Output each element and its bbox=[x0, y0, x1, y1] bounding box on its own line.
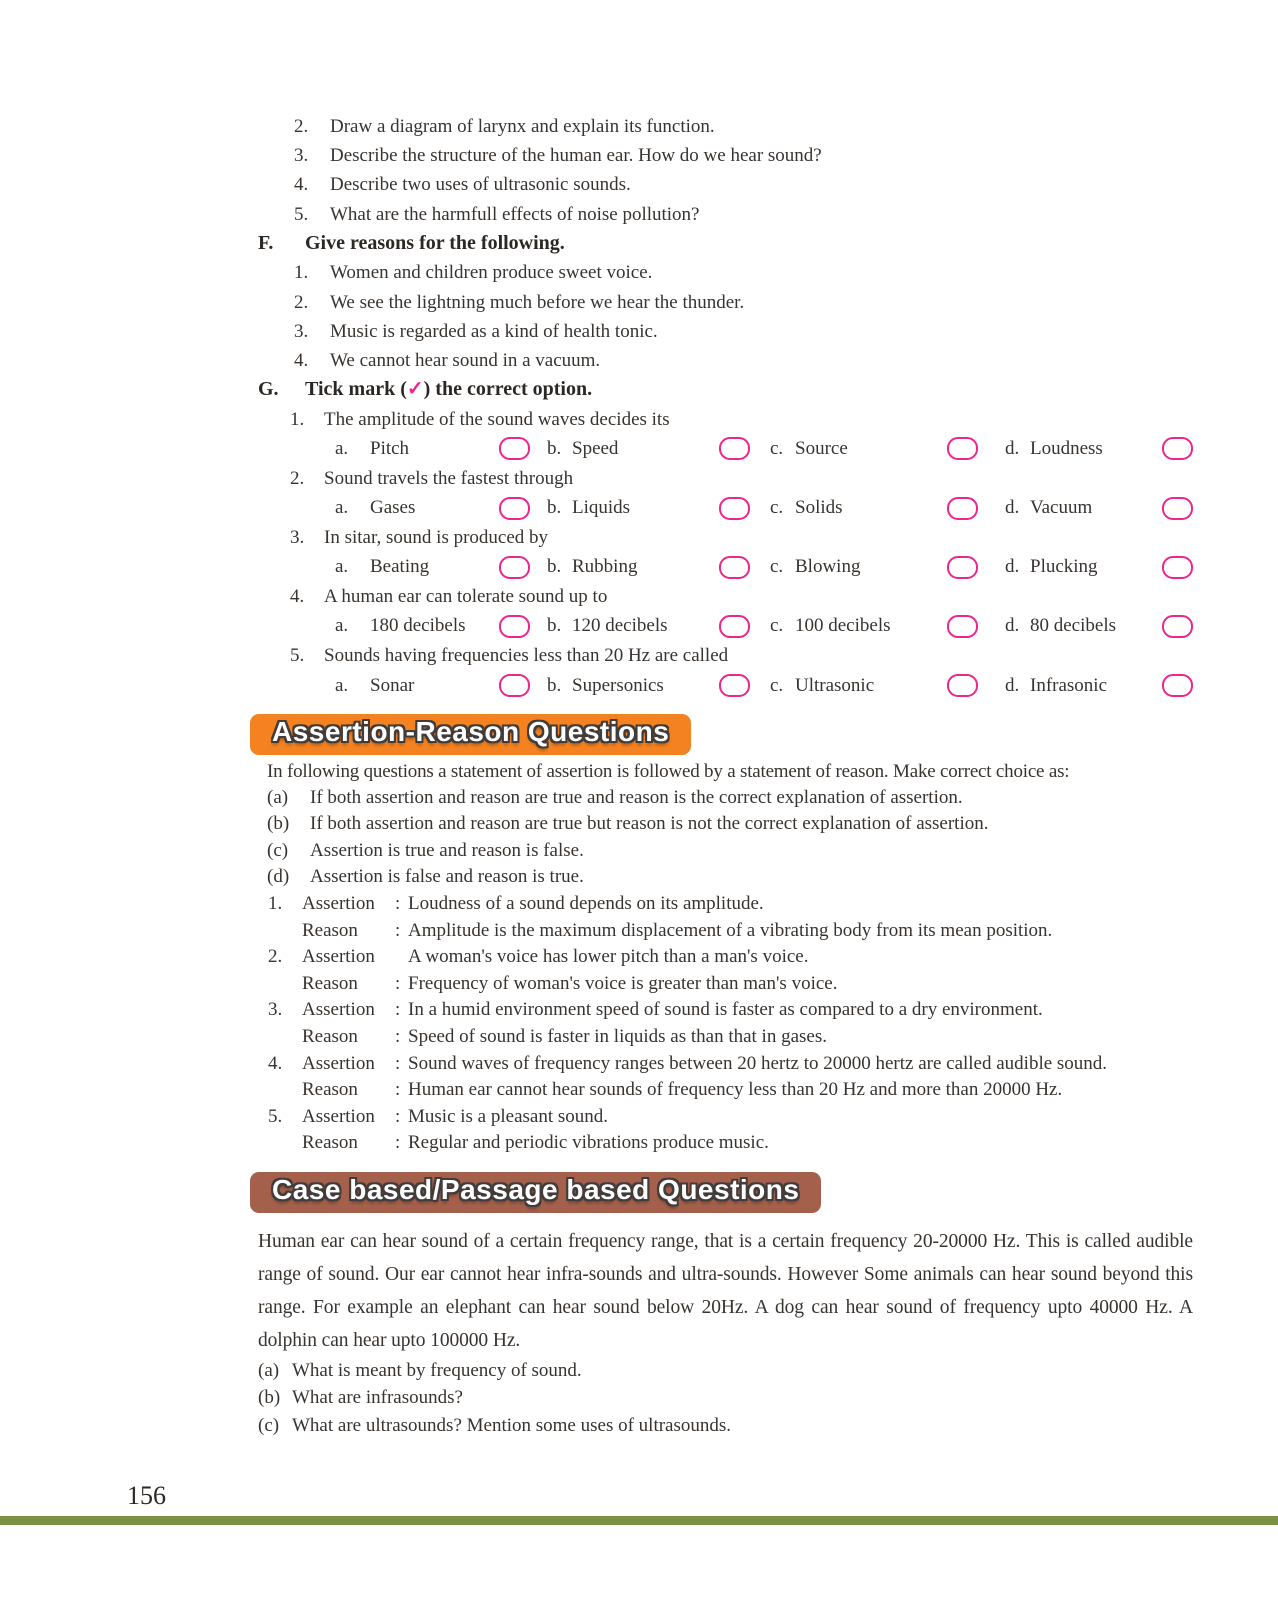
option-text: Sonar bbox=[370, 674, 415, 696]
choice-label: (a) bbox=[267, 786, 289, 808]
assertion-row bbox=[258, 1104, 1193, 1131]
row-label: Reason bbox=[302, 1079, 358, 1101]
mcq-option bbox=[335, 615, 547, 638]
assertion-row bbox=[258, 1051, 1193, 1078]
case-based-banner: Case based/Passage based Questions bbox=[250, 1172, 821, 1213]
option-text: Gases bbox=[370, 497, 416, 519]
option-text: 180 decibels bbox=[370, 615, 466, 637]
question-text: What are infrasounds? bbox=[292, 1387, 463, 1409]
item-number: 1. bbox=[268, 893, 283, 915]
mcq-option bbox=[770, 615, 1005, 638]
section-g bbox=[258, 375, 1193, 701]
row-text: Sound waves of frequency ranges between 20 hertz to 20000 hertz are called audible sound. bbox=[408, 1052, 1108, 1074]
item-number: 4. bbox=[294, 349, 309, 371]
option-label: a. bbox=[335, 556, 349, 578]
mcq-option bbox=[547, 615, 770, 638]
mcq-option bbox=[770, 497, 1005, 520]
mcq-option bbox=[1005, 615, 1193, 638]
item-number bbox=[258, 1024, 302, 1051]
section-g-heading bbox=[258, 375, 1193, 405]
item-number: 4. bbox=[268, 1052, 283, 1074]
row-colon: : bbox=[395, 1025, 401, 1047]
section-letter: F. bbox=[258, 231, 274, 254]
row-colon bbox=[395, 944, 408, 971]
row-text: Regular and periodic vibrations produce music. bbox=[408, 1132, 769, 1154]
option-text: Liquids bbox=[572, 497, 631, 519]
mcq-option bbox=[770, 437, 1005, 460]
page-content bbox=[258, 112, 1193, 1439]
choice-label: (c) bbox=[267, 839, 289, 861]
option-label: c. bbox=[770, 615, 784, 637]
mcq-option bbox=[547, 674, 770, 697]
item-number: 5. bbox=[294, 203, 309, 225]
row-text: Speed of sound is faster in liquids as than that in gases. bbox=[408, 1025, 827, 1047]
assertion-row bbox=[258, 944, 1193, 971]
list-item bbox=[294, 317, 1193, 346]
answer-oval[interactable] bbox=[499, 615, 530, 638]
row-colon: : bbox=[395, 1079, 401, 1101]
assertion-reason-banner: Assertion-Reason Questions bbox=[250, 714, 691, 755]
option-text: Pitch bbox=[370, 437, 410, 459]
item-text: Describe the structure of the human ear. How do we hear sound? bbox=[330, 145, 822, 167]
list-item bbox=[294, 112, 1193, 141]
mcq-option bbox=[547, 437, 770, 460]
row-text: Human ear cannot hear sounds of frequency less than 20 Hz and more than 20000 Hz. bbox=[408, 1079, 1063, 1101]
answer-oval[interactable] bbox=[947, 497, 978, 520]
question-number: 2. bbox=[290, 467, 305, 489]
choice-text: Assertion is false and reason is true. bbox=[310, 866, 584, 888]
item-number bbox=[258, 1077, 302, 1104]
option-label: d. bbox=[1005, 497, 1020, 519]
answer-oval[interactable] bbox=[1162, 615, 1193, 638]
section-letter: G. bbox=[258, 378, 279, 401]
mcq-question bbox=[258, 405, 1193, 464]
row-colon: : bbox=[395, 999, 401, 1021]
question-label: (c) bbox=[258, 1414, 280, 1436]
choice-text: Assertion is true and reason is false. bbox=[310, 839, 584, 861]
option-label: d. bbox=[1005, 615, 1020, 637]
option-text: Plucking bbox=[1030, 556, 1098, 578]
choice-row bbox=[267, 838, 1193, 865]
row-label: Assertion bbox=[302, 893, 375, 915]
item-number: 2. bbox=[268, 946, 283, 968]
option-label: b. bbox=[547, 437, 562, 459]
row-label: Reason bbox=[302, 972, 358, 994]
assertion-reason-section bbox=[258, 701, 1193, 1157]
row-colon: : bbox=[395, 1105, 401, 1127]
reason-row bbox=[258, 918, 1193, 945]
footer-rule bbox=[0, 1516, 1278, 1525]
reason-row bbox=[258, 1024, 1193, 1051]
choice-label: (b) bbox=[267, 813, 290, 835]
answer-oval[interactable] bbox=[719, 437, 750, 460]
option-label: b. bbox=[547, 556, 562, 578]
answer-oval[interactable] bbox=[719, 674, 750, 697]
question-label: (a) bbox=[258, 1359, 280, 1381]
item-number: 5. bbox=[268, 1105, 283, 1127]
answer-oval[interactable] bbox=[947, 674, 978, 697]
row-label: Assertion bbox=[302, 999, 375, 1021]
answer-oval[interactable] bbox=[499, 497, 530, 520]
choice-row bbox=[267, 864, 1193, 891]
assertion-intro: In following questions a statement of assertion is followed by a statement of reason. Make correct choice as: bbox=[267, 760, 1070, 782]
section-title: Give reasons for the following. bbox=[305, 231, 565, 254]
mcq-question bbox=[258, 464, 1193, 523]
row-label: Assertion bbox=[302, 1105, 375, 1127]
choice-label: (d) bbox=[267, 866, 290, 888]
mcq-option bbox=[335, 497, 547, 520]
item-number bbox=[258, 918, 302, 945]
option-label: a. bbox=[335, 497, 349, 519]
option-text: Ultrasonic bbox=[795, 674, 875, 696]
answer-oval[interactable] bbox=[1162, 556, 1193, 579]
item-number: 3. bbox=[294, 320, 309, 342]
answer-oval[interactable] bbox=[719, 556, 750, 579]
answer-oval[interactable] bbox=[947, 615, 978, 638]
question-text: What are ultrasounds? Mention some uses of ultrasounds. bbox=[292, 1414, 732, 1436]
question-label: (b) bbox=[258, 1387, 281, 1409]
row-label: Assertion bbox=[302, 946, 375, 968]
item-number: 2. bbox=[294, 291, 309, 313]
list-item bbox=[294, 288, 1193, 317]
question-text: In sitar, sound is produced by bbox=[324, 527, 549, 549]
item-text: We see the lightning much before we hear the thunder. bbox=[330, 291, 745, 313]
answer-oval[interactable] bbox=[1162, 437, 1193, 460]
row-colon: : bbox=[395, 972, 401, 994]
reason-row bbox=[258, 1130, 1193, 1157]
question-text: What is meant by frequency of sound. bbox=[292, 1359, 582, 1381]
item-number bbox=[258, 1130, 302, 1157]
list-item bbox=[294, 346, 1193, 375]
answer-oval[interactable] bbox=[719, 615, 750, 638]
question-number: 3. bbox=[290, 527, 305, 549]
row-colon: : bbox=[395, 919, 401, 941]
option-text: Loudness bbox=[1030, 437, 1103, 459]
mcq-option bbox=[1005, 437, 1193, 460]
row-text: In a humid environment speed of sound is faster as compared to a dry environment. bbox=[408, 999, 1043, 1021]
option-text: Supersonics bbox=[572, 674, 664, 696]
option-text: Speed bbox=[572, 437, 619, 459]
option-label: c. bbox=[770, 437, 784, 459]
item-text: Music is regarded as a kind of health tonic. bbox=[330, 320, 658, 342]
item-text: What are the harmfull effects of noise pollution? bbox=[330, 203, 700, 225]
question-text: A human ear can tolerate sound up to bbox=[324, 586, 608, 608]
item-number: 3. bbox=[294, 145, 309, 167]
tick-mark-icon: ✓ bbox=[406, 378, 424, 401]
list-item bbox=[294, 258, 1193, 287]
question-text: Sound travels the fastest through bbox=[324, 467, 574, 489]
option-label: a. bbox=[335, 674, 349, 696]
mcq-option bbox=[335, 437, 547, 460]
row-label: Reason bbox=[302, 1132, 358, 1154]
mcq-option bbox=[1005, 556, 1193, 579]
option-label: d. bbox=[1005, 674, 1020, 696]
mcq-question bbox=[258, 641, 1193, 700]
assertion-row bbox=[258, 891, 1193, 918]
mcq-question bbox=[258, 582, 1193, 641]
option-text: Rubbing bbox=[572, 556, 638, 578]
row-text: Music is a pleasant sound. bbox=[408, 1105, 609, 1127]
mcq-option bbox=[335, 556, 547, 579]
mcq-option bbox=[770, 556, 1005, 579]
item-text: We cannot hear sound in a vacuum. bbox=[330, 349, 601, 371]
page-number: 156 bbox=[127, 1481, 166, 1510]
item-number: 4. bbox=[294, 174, 309, 196]
mcq-option bbox=[770, 674, 1005, 697]
row-colon: : bbox=[395, 1052, 401, 1074]
item-text: Draw a diagram of larynx and explain its function. bbox=[330, 116, 715, 137]
option-text: Vacuum bbox=[1030, 497, 1093, 519]
passage-question bbox=[258, 1384, 1193, 1412]
choice-row bbox=[267, 785, 1193, 812]
mcq-option bbox=[335, 674, 547, 697]
answer-oval[interactable] bbox=[499, 437, 530, 460]
reason-row bbox=[258, 1077, 1193, 1104]
answer-oval[interactable] bbox=[947, 556, 978, 579]
reason-row bbox=[258, 971, 1193, 998]
mcq-question bbox=[258, 523, 1193, 582]
option-text: Infrasonic bbox=[1030, 674, 1108, 696]
row-text: Loudness of a sound depends on its amplitude. bbox=[408, 893, 764, 915]
option-label: b. bbox=[547, 497, 562, 519]
answer-oval[interactable] bbox=[1162, 674, 1193, 697]
option-label: d. bbox=[1005, 556, 1020, 578]
list-item bbox=[294, 200, 1193, 229]
option-text: 100 decibels bbox=[795, 615, 891, 637]
question-number: 4. bbox=[290, 586, 305, 608]
mcq-option bbox=[547, 556, 770, 579]
option-text: Source bbox=[795, 437, 848, 459]
item-number: 2. bbox=[294, 116, 309, 137]
option-label: b. bbox=[547, 615, 562, 637]
row-text: A woman's voice has lower pitch than a man's voice. bbox=[408, 946, 809, 968]
mcq-option bbox=[547, 497, 770, 520]
question-text: The amplitude of the sound waves decides its bbox=[324, 408, 670, 430]
choice-text: If both assertion and reason are true but reason is not the correct explanation of assertion. bbox=[310, 813, 989, 835]
option-label: a. bbox=[335, 437, 349, 459]
answer-oval[interactable] bbox=[499, 674, 530, 697]
mcq-option bbox=[1005, 497, 1193, 520]
option-label: d. bbox=[1005, 437, 1020, 459]
row-label: Reason bbox=[302, 919, 358, 941]
option-label: c. bbox=[770, 674, 784, 696]
answer-oval[interactable] bbox=[719, 497, 750, 520]
passage-question bbox=[258, 1357, 1193, 1385]
section-f bbox=[258, 229, 1193, 375]
question-number: 5. bbox=[290, 645, 305, 667]
answer-oval[interactable] bbox=[499, 556, 530, 579]
case-based-section bbox=[258, 1157, 1193, 1440]
option-text: 120 decibels bbox=[572, 615, 668, 637]
assertion-row bbox=[258, 997, 1193, 1024]
row-colon: : bbox=[395, 1132, 401, 1154]
choice-text: If both assertion and reason are true and reason is the correct explanation of assertion. bbox=[310, 786, 963, 808]
row-label: Assertion bbox=[302, 1052, 375, 1074]
section-title: Tick mark (✓) the correct option. bbox=[305, 378, 593, 401]
option-text: Blowing bbox=[795, 556, 861, 578]
question-text: Sounds having frequencies less than 20 Hz are called bbox=[324, 645, 729, 667]
section-f-heading bbox=[258, 229, 1193, 259]
option-text: 80 decibels bbox=[1030, 615, 1117, 637]
row-colon: : bbox=[395, 893, 401, 915]
item-number: 1. bbox=[294, 262, 309, 284]
item-number bbox=[258, 971, 302, 998]
option-label: c. bbox=[770, 556, 784, 578]
row-text: Amplitude is the maximum displacement of a vibrating body from its mean position. bbox=[408, 919, 1053, 941]
list-item bbox=[294, 141, 1193, 170]
answer-oval[interactable] bbox=[947, 437, 978, 460]
mcq-option bbox=[1005, 674, 1193, 697]
answer-oval[interactable] bbox=[1162, 497, 1193, 520]
top-questions-section bbox=[258, 112, 1193, 229]
item-text: Women and children produce sweet voice. bbox=[330, 262, 653, 284]
row-label: Reason bbox=[302, 1025, 358, 1047]
option-label: a. bbox=[335, 615, 349, 637]
option-label: c. bbox=[770, 497, 784, 519]
option-label: b. bbox=[547, 674, 562, 696]
question-number: 1. bbox=[290, 408, 305, 430]
list-item bbox=[294, 170, 1193, 199]
passage-text: Human ear can hear sound of a certain frequency range, that is a certain frequency 20-20000 Hz. This is called audible range of sound. Our ear cannot hear infra-sounds and ultra-sounds. However Some animals can hear sound beyond this range. For example an elephant can hear sound below 20Hz. A dog can hear sound of frequency upto 40000 Hz. A dolphin can hear upto 100000 Hz. bbox=[258, 1230, 1193, 1351]
item-text: Describe two uses of ultrasonic sounds. bbox=[330, 174, 631, 196]
row-text: Frequency of woman's voice is greater than man's voice. bbox=[408, 972, 838, 994]
option-text: Solids bbox=[795, 497, 843, 519]
option-text: Beating bbox=[370, 556, 430, 578]
passage-question bbox=[258, 1412, 1193, 1440]
choice-row bbox=[267, 811, 1193, 838]
item-number: 3. bbox=[268, 999, 283, 1021]
